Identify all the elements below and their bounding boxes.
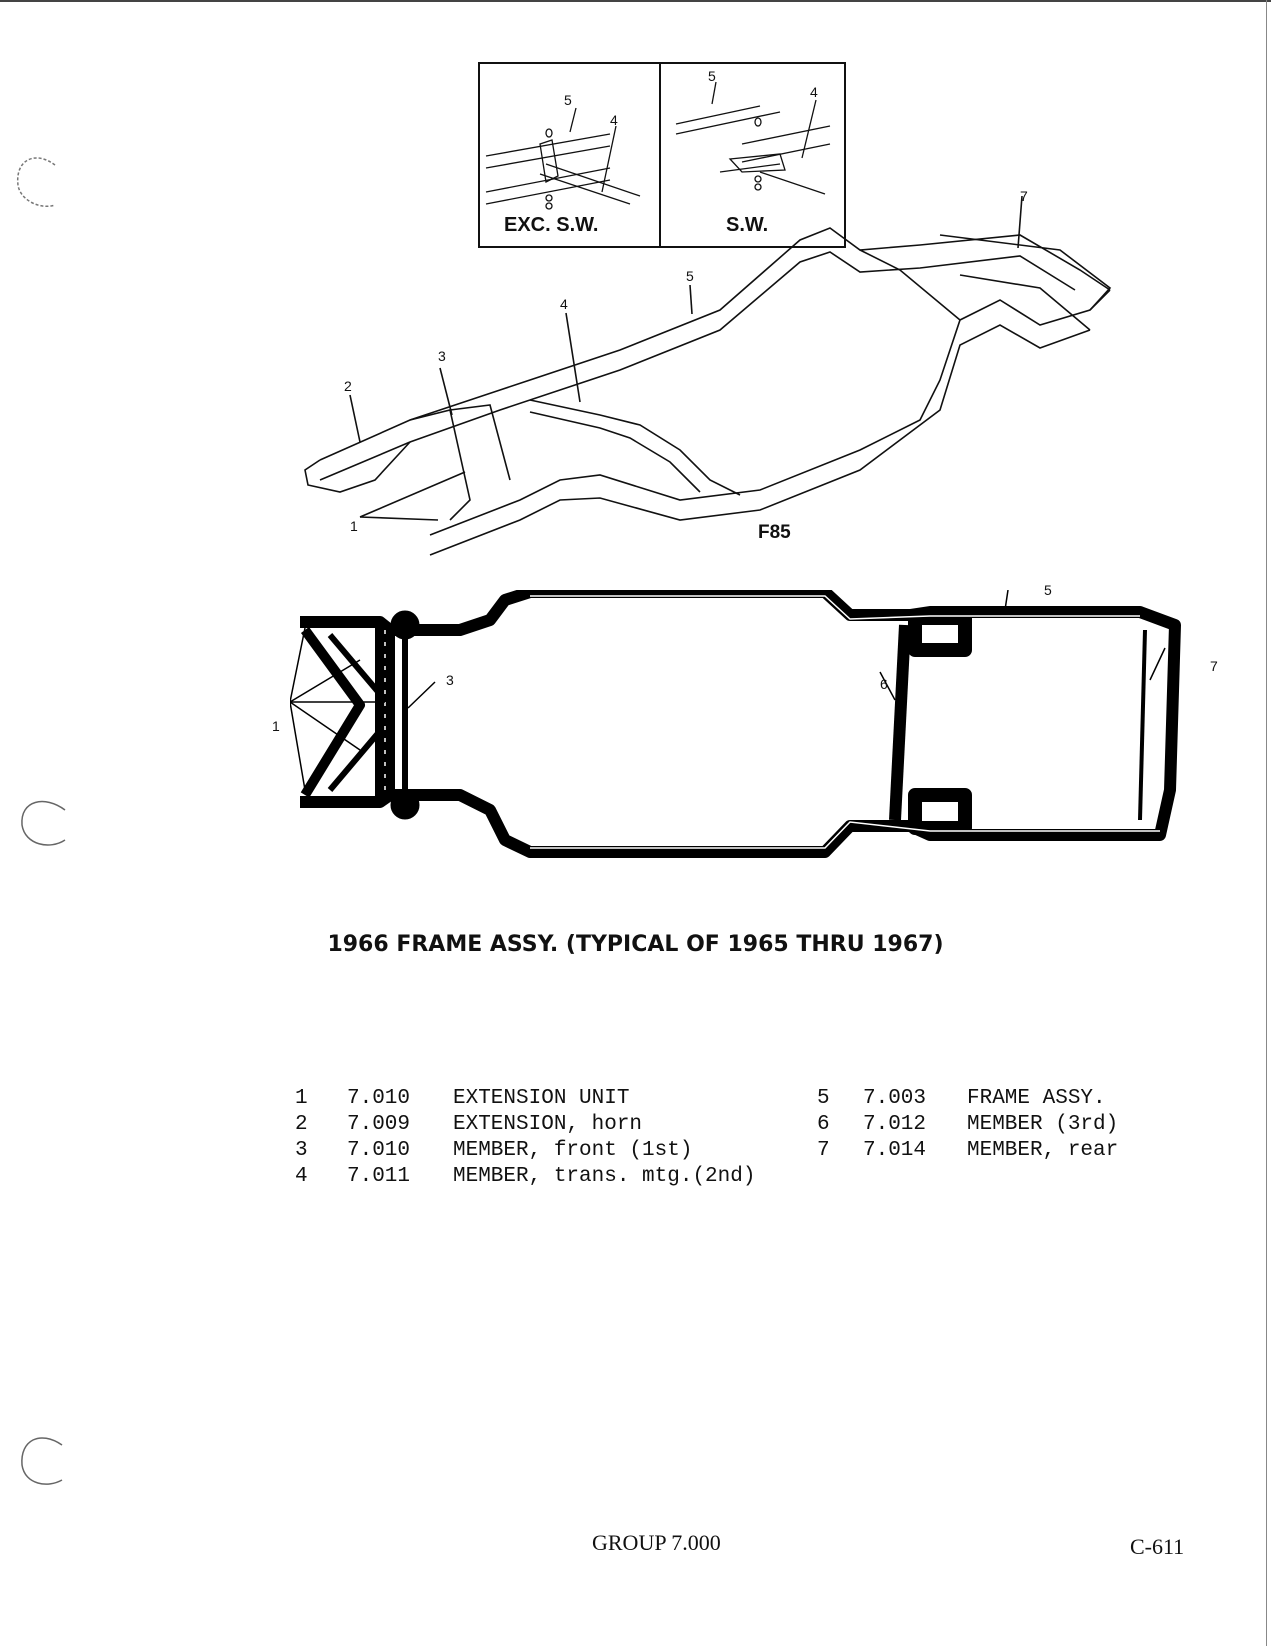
plan-callout-7: 7 [1210,658,1218,674]
plan-callout-6: 6 [880,676,888,692]
part-code: 7.010 [347,1139,411,1162]
part-description: MEMBER, rear [967,1139,1119,1162]
part-description: MEMBER, front (1st) [453,1139,693,1162]
perspective-frame-drawing [300,180,1200,580]
part-number: 3 [295,1139,308,1162]
part-number: 2 [295,1113,308,1136]
footer-page-number: C-611 [1130,1534,1185,1559]
inset-right-rails [676,82,830,194]
binder-hole-marks [0,0,80,1646]
perspective-callout-5: 5 [686,268,694,284]
part-code: 7.011 [347,1165,411,1188]
part-code: 7.003 [863,1087,927,1110]
parts-row [295,1086,1106,1112]
part-code: 7.012 [863,1113,927,1136]
inset-right-label: S.W. [726,214,769,236]
perspective-callout-4: 4 [560,296,568,312]
part-code: 7.010 [347,1087,411,1110]
figure-caption: 1966 FRAME ASSY. (TYPICAL OF 1965 THRU 1967) [327,932,944,957]
part-description: MEMBER (3rd) [967,1113,1119,1136]
perspective-callout-3: 3 [438,348,446,364]
part-code: 7.014 [863,1139,927,1162]
inset-callout-5-left: 5 [564,92,572,108]
part-number: 4 [295,1165,308,1188]
parts-row [295,1138,1119,1164]
part-description: EXTENSION, horn [453,1113,643,1136]
part-code: 7.009 [347,1113,411,1136]
inset-callout-5-right: 5 [708,68,716,84]
plan-frame-drawing [290,590,1230,890]
parts-list [295,1086,1119,1190]
perspective-callout-2: 2 [344,378,352,394]
part-description: EXTENSION UNIT [453,1087,630,1110]
part-number: 7 [817,1139,830,1162]
perspective-callout-1: 1 [350,518,358,534]
inset-callout-4-left: 4 [610,112,618,128]
part-description: FRAME ASSY. [967,1087,1106,1110]
perspective-callout-7: 7 [1020,188,1028,204]
right-edge-rule [1266,0,1267,1646]
footer-group-label: GROUP 7.000 [592,1530,721,1555]
plan-callout-5: 5 [1044,582,1052,598]
model-label: F85 [758,522,791,543]
part-number: 6 [817,1113,830,1136]
part-description: MEMBER, trans. mtg.(2nd) [453,1165,756,1188]
part-number: 1 [295,1087,308,1110]
top-edge-rule [0,0,1271,2]
inset-left-label: EXC. S.W. [504,214,599,236]
parts-row [295,1164,756,1190]
plan-callout-3: 3 [446,672,454,688]
inset-callout-4-right: 4 [810,84,818,100]
parts-row [295,1112,1119,1138]
plan-callout-1: 1 [272,718,280,734]
part-number: 5 [817,1087,830,1110]
